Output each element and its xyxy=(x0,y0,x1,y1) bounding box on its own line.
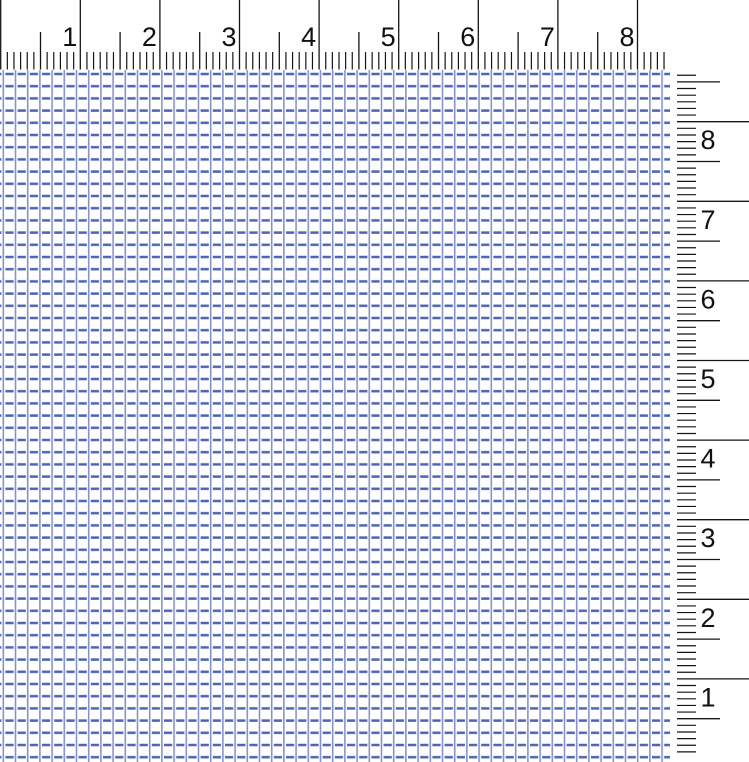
ruler-unit-label: 1 xyxy=(700,682,716,713)
ruler-unit-label: 6 xyxy=(700,284,716,315)
ruler-unit-label: 2 xyxy=(700,602,716,633)
ruler-unit-label: 3 xyxy=(700,523,716,554)
ruler-unit-label: 8 xyxy=(619,22,635,52)
ruler-unit-label: 5 xyxy=(700,364,716,394)
ruler-unit-label: 4 xyxy=(301,22,317,52)
ruler-unit-label: 1 xyxy=(62,22,78,52)
ruler-unit-label: 2 xyxy=(141,22,157,52)
ruler-unit-label: 8 xyxy=(700,125,716,156)
ruler-unit-label: 3 xyxy=(221,22,237,52)
ruler-unit-label: 5 xyxy=(380,22,396,52)
ruler-unit-label: 7 xyxy=(539,22,555,52)
grid-pattern-fill xyxy=(0,70,670,762)
horizontal-ruler xyxy=(0,0,749,70)
ruler-unit-label: 6 xyxy=(460,22,476,52)
vertical-ruler xyxy=(677,70,749,762)
grid-canvas[interactable] xyxy=(0,70,670,762)
ruler-corner-blank xyxy=(670,0,749,70)
ruler-unit-label: 7 xyxy=(700,204,716,235)
ruler-unit-label: 4 xyxy=(700,443,716,474)
